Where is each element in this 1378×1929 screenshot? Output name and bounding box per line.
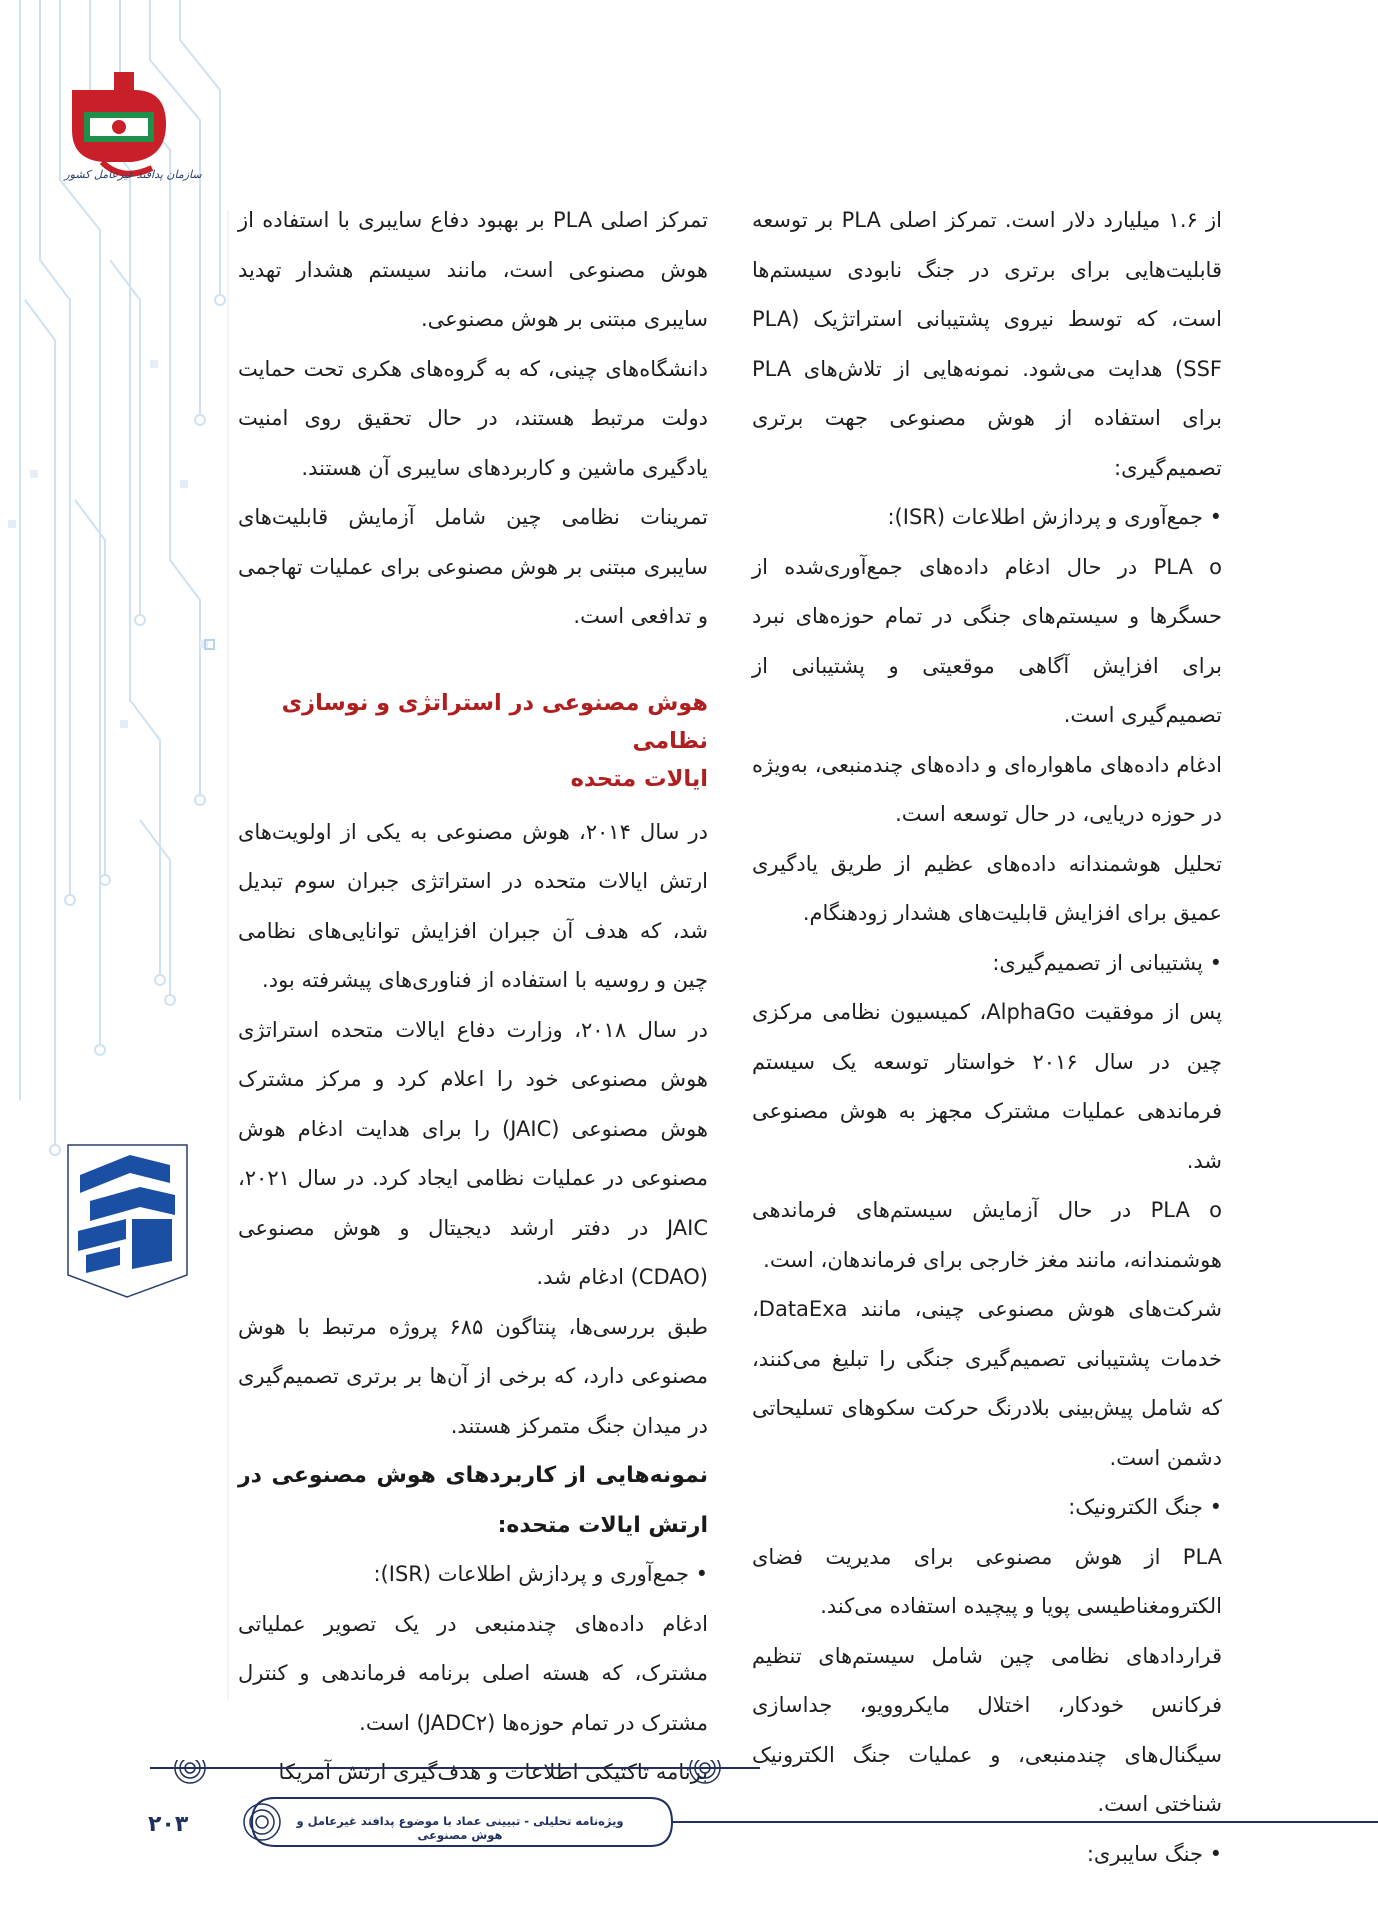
- bullet-item: • جنگ سایبری:: [1086, 1841, 1222, 1866]
- bullet-item: • جنگ الکترونیک:: [1068, 1495, 1222, 1519]
- paragraph: PLA از هوش مصنوعی برای مدیریت فضای الکترومغناطیسی پویا و پیچیده استفاده می‌کند.: [752, 1544, 1222, 1618]
- organization-name: سازمان پدافند غیرعامل کشور: [64, 168, 202, 181]
- paragraph: ادغام داده‌های ماهواره‌ای و داده‌های چندمنبعی، به‌ویژه در حوزه دریایی، در حال توسعه است.: [752, 752, 1222, 826]
- bullet-item: • جمع‌آوری و پردازش اطلاعات (ISR):: [373, 1562, 708, 1586]
- paragraph: دانشگاه‌های چینی، که به گروه‌های هکری تحت حمایت دولت مرتبط هستند، در حال تحقیق روی امنیت یادگیری ماشین و کاربردهای سایبری آن هستند.: [238, 356, 708, 480]
- bullet-item: • پشتیبانی از تصمیم‌گیری:: [992, 950, 1222, 975]
- page-number: ۲۰۳: [148, 1812, 189, 1837]
- paragraph: شرکت‌های هوش مصنوعی چینی، مانند DataExa، خدمات پشتیبانی تصمیم‌گیری جنگی را تبلیغ می‌کنند، که شامل پیش‌بینی بلادرنگ حرکت سکوهای تسلیحاتی دشمن است.: [752, 1297, 1222, 1470]
- article-column-right: [752, 196, 1222, 1879]
- circuit-decoration: [0, 0, 240, 1929]
- paragraph: از ۱.۶ میلیارد دلار است. تمرکز اصلی PLA بر توسعه قابلیت‌هایی برای برتری در جنگ نابودی سیستم‌ها است، که توسط نیروی پشتیبانی استراتژیک (PLA SSF) هدایت می‌شود. نمونه‌هایی از تلاش‌های PLA برای استفاده از هوش مصنوعی جهت برتری تصمیم‌گیری:: [752, 208, 1223, 480]
- paragraph: برنامه تاکتیکی اطلاعات و هدف‌گیری ارتش آمریکا: [278, 1760, 708, 1784]
- subsection-heading: نمونه‌هایی از کاربردهای هوش مصنوعی در ارتش ایالات متحده:: [238, 1463, 708, 1538]
- paragraph: در سال ۲۰۱۴، هوش مصنوعی به یکی از اولویت‌های ارتش ایالات متحده در استراتژی جبران سوم تبدیل شد، که هدف آن جبران افزایش توانایی‌های نظامی چین و روسیه با استفاده از فناوری‌های پیشرفته بود.: [238, 819, 708, 992]
- paragraph: تمرینات نظامی چین شامل آزمایش قابلیت‌های سایبری مبتنی بر هوش مصنوعی برای عملیات تهاجمی و تدافعی است.: [238, 505, 708, 628]
- section-heading-line-2: ایالات متحده: [570, 765, 708, 792]
- paragraph: PLA o در حال ادغام داده‌های جمع‌آوری‌شده از حسگرها و سیستم‌های جنگی در تمام حوزه‌های نبرد برای افزایش آگاهی موقعیتی و پشتیبانی از تصمیم‌گیری است.: [752, 554, 1223, 727]
- emad-logo: [60, 1135, 195, 1300]
- footer-decoration: [0, 1760, 1378, 1850]
- paragraph: PLA o در حال آزمایش سیستم‌های فرماندهی هوشمندانه، مانند مغز خارجی برای فرماندهان، است.: [752, 1198, 1222, 1272]
- paragraph: پس از موفقیت AlphaGo، کمیسیون نظامی مرکزی چین در سال ۲۰۱۶ خواستار توسعه یک سیستم فرماندهی عملیات مشترک مجهز به هوش مصنوعی شد.: [752, 1000, 1222, 1173]
- section-heading: [238, 684, 708, 798]
- bullet-item: • جمع‌آوری و پردازش اطلاعات (ISR):: [887, 505, 1222, 529]
- paragraph: قراردادهای نظامی چین شامل سیستم‌های تنظیم فرکانس خودکار، اختلال مایکروویو، جداسازی سیگنال‌های چندمنبعی، و عملیات جنگ الکترونیک شناختی است.: [752, 1643, 1222, 1816]
- section-heading-line-1: هوش مصنوعی در استراتژی و نوسازی نظامی: [281, 689, 708, 754]
- paragraph: در سال ۲۰۱۸، وزارت دفاع ایالات متحده استراتژی هوش مصنوعی خود را اعلام کرد و مرکز مشترک هوش مصنوعی (JAIC) را برای هدایت ادغام هوش مصنوعی در عملیات نظامی ایجاد کرد. در سال ۲۰۲۱، JAIC در دفتر ارشد دیجیتال و هوش مصنوعی (CDAO) ادغام شد.: [238, 1017, 708, 1289]
- paragraph: تمرکز اصلی PLA بر بهبود دفاع سایبری با استفاده از هوش مصنوعی است، مانند سیستم هشدار تهدید سایبری مبتنی بر هوش مصنوعی.: [238, 208, 708, 331]
- paragraph: تحلیل هوشمندانه داده‌های عظیم از طریق یادگیری عمیق برای افزایش قابلیت‌های هشدار زودهنگام.: [752, 851, 1222, 925]
- footer-title: ویژه‌نامه تحلیلی - تبیینی عماد با موضوع پدافند غیرعامل و هوش مصنوعی: [296, 1814, 624, 1842]
- article-column-left: [238, 196, 708, 1798]
- paragraph: طبق بررسی‌ها، پنتاگون ۶۸۵ پروژه مرتبط با هوش مصنوعی دارد، که برخی از آن‌ها بر برتری تصمیم‌گیری در میدان جنگ متمرکز هستند.: [238, 1314, 709, 1438]
- organization-logo: [62, 72, 180, 182]
- paragraph: ادغام داده‌های چندمنبعی در یک تصویر عملیاتی مشترک، که هسته اصلی برنامه فرماندهی و کنترل مشترک در تمام حوزه‌ها (JADC۲) است.: [238, 1611, 708, 1735]
